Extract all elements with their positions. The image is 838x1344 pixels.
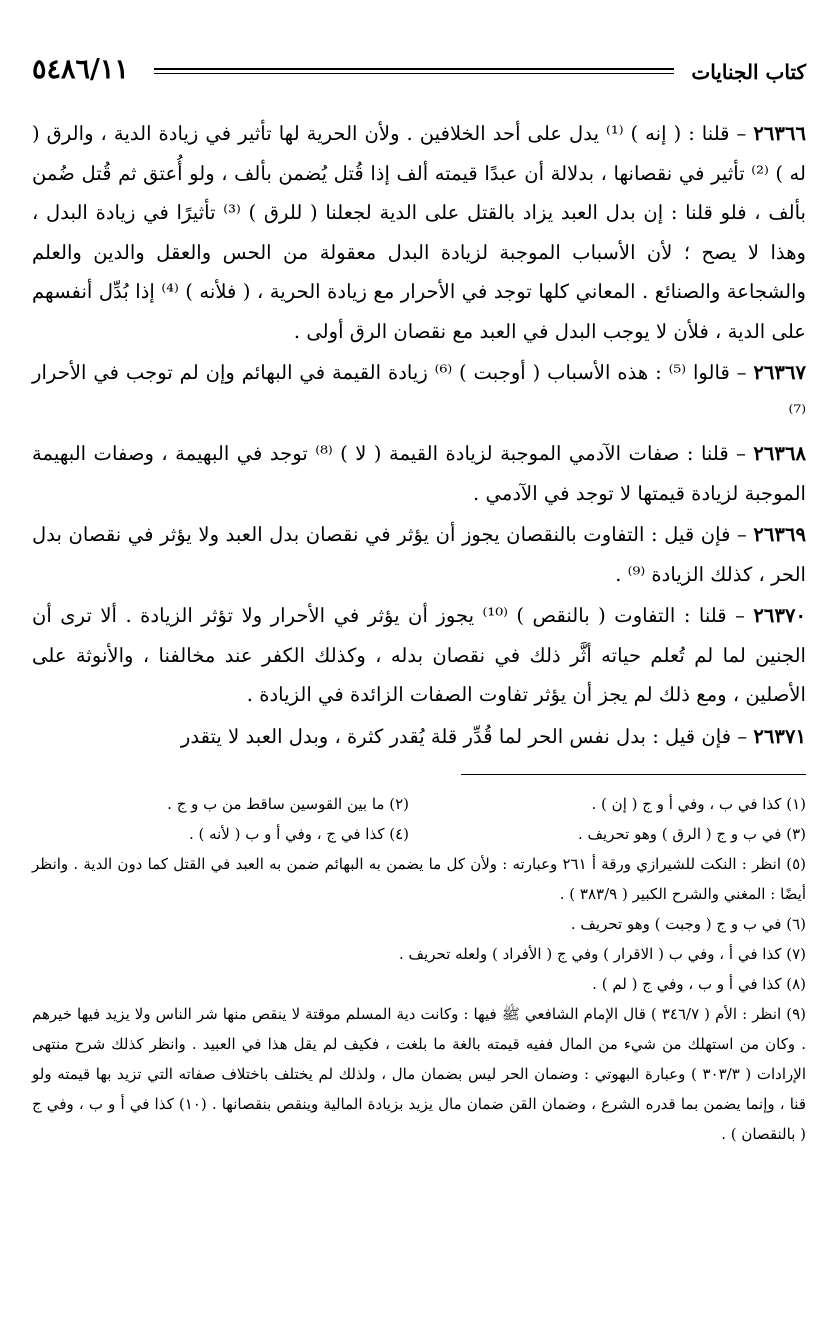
footnote: (٧) كذا في أ ، وفي ب ( الاقرار ) وفي ج ( الأفراد ) ولعله تحريف . bbox=[399, 945, 806, 963]
paragraph-number: ٢٦٣٧٠ bbox=[753, 604, 807, 627]
paragraph bbox=[32, 717, 806, 757]
page-header bbox=[32, 48, 806, 88]
footnotes bbox=[32, 789, 806, 1149]
main-text bbox=[32, 114, 806, 756]
footnote: (٣) في ب و ج ( الرق ) وهو تحريف . bbox=[577, 825, 806, 843]
page-number: ٥٤٨٦/١١ bbox=[32, 54, 129, 85]
book-title: كتاب الجنايات bbox=[691, 60, 806, 84]
paragraph bbox=[32, 114, 806, 351]
paragraph-text: – قالوا ⁽⁵⁾ : هذه الأسباب ( أوجبت ) ⁽⁶⁾ زيادة القيمة في البهائم وإن لم توجب في الأحرار ⁽⁷⁾ bbox=[32, 361, 806, 424]
paragraph-text: – فإن قيل : بدل نفس الحر لما قُدِّر قلة يُقدر كثرة ، وبدل العبد لا يتقدر bbox=[180, 724, 748, 748]
footnote: (٦) في ب و ج ( وجبت ) وهو تحريف . bbox=[570, 915, 806, 933]
paragraph-number: ٢٦٣٦٩ bbox=[753, 523, 806, 546]
paragraph-number: ٢٦٣٦٦ bbox=[753, 122, 806, 145]
paragraph-text: – فإن قيل : التفاوت بالنقصان يجوز أن يؤثر في نقصان بدل العبد ولا يؤثر في نقصان بدل الحر ، كذلك الزيادة ⁽⁹⁾ . bbox=[32, 523, 806, 586]
paragraph bbox=[32, 353, 806, 432]
book-page bbox=[32, 48, 806, 1318]
footnote: (٤) كذا في ج ، وفي أ و ب ( لأنه ) . bbox=[188, 825, 409, 843]
paragraph bbox=[32, 515, 806, 594]
footnote-pairs bbox=[32, 789, 806, 849]
paragraph-text: – قلنا : صفات الآدمي الموجبة لزيادة القيمة ( لا ) ⁽⁸⁾ توجد في البهيمة ، وصفات البهيمة الموجبة لزيادة قيمتها لا توجد في الآدمي . bbox=[32, 442, 806, 505]
paragraph-number: ٢٦٣٦٧ bbox=[753, 361, 806, 384]
paragraph-number: ٢٦٣٦٨ bbox=[753, 442, 806, 465]
paragraph-text: – قلنا : ( إنه ) ⁽¹⁾ يدل على أحد الخلافين . ولأن الحرية لها تأثير في زيادة الدية ، والرق ( له ) ⁽²⁾ تأثير في نقصانها ، بدلالة أن عبدًا قيمته ألف إذا قُتل يُضمن بألف ، ولو أُعتق ثم قُتل ضُمن بألف ، فلو قلنا : إن بدل العبد يزاد بالقتل على الدية لجعلنا ( للرق ) ⁽³⁾ تأثيرًا في زيادة البدل ، وهذا لا يصح ؛ لأن الأسباب الموجبة لزيادة البدل معقولة من الحس والعقل والدين والعلم والشجاعة والصنائع . المعاني كلها توجد في الأحرار مع زيادة الحرية ، ( فلأنه ) ⁽⁴⁾ إذا بُدِّل أنفسهم على الدية ، فلأن لا يوجب البدل في العبد مع نقصان الرق أولى . bbox=[32, 122, 806, 343]
footnote: (١) كذا في ب ، وفي أ و ج ( إن ) . bbox=[591, 795, 806, 813]
paragraph-text: – قلنا : التفاوت ( بالنقص ) ⁽¹⁰⁾ يجوز أن يؤثر في الأحرار ولا تؤثر الزيادة . ألا ترى أن الجنين لما لم تُعلم حياته أثَّر ذلك في نقصان بدله ، وكذلك الكفر عند مخالفنا ، والأنوثة على الأصلين ، ومع ذلك لم يجز أن يؤثر تفاوت الصفات الزائدة في الزيادة . bbox=[32, 604, 806, 706]
footnote: (٩) انظر : الأم ( ٣٤٦/٧ ) قال الإمام الشافعي ﷺ فيها : وكانت دية المسلم موقتة لا ينقص منها شر الناس ولا يزيد فيها خيرهم . وكان من استهلك من شيء من المال ففيه قيمته بالغة ما بلغت ، فكيف لم يقل هذا في العبيد . وانظر كذلك شرح منتهى الإرادات ( ٣٠٣/٣ ) وعبارة البهوتي : وضمان الحر ليس بضمان مال ، ولذلك لم يختلف باختلاف صفاته التي تزيد بها قيمته ولو قنا ، وإنما يضمن بما قدره الشرع ، وضمان القن ضمان مال يزيد بزيادة المالية وينقص بنقصانها . (١٠) كذا في أ و ب ، وفي ج ( بالنقصان ) . bbox=[32, 1005, 807, 1143]
paragraph-number: ٢٦٣٧١ bbox=[753, 724, 806, 748]
paragraph bbox=[32, 434, 806, 513]
footnote: (٥) انظر : النكت للشيرازي ورقة أ ٢٦١ وعبارته : ولأن كل ما يضمن به البهائم ضمن به العبد في القتل كما دون الدية . وانظر أيضًا : المغني والشرح الكبير ( ٣٨٣/٩ ) . bbox=[32, 855, 806, 903]
footnote: (٢) ما بين القوسين ساقط من ب و ج . bbox=[167, 795, 409, 813]
footnote: (٨) كذا في أ و ب ، وفي ج ( لم ) . bbox=[592, 975, 806, 993]
paragraph bbox=[32, 596, 806, 715]
footnote-divider bbox=[461, 774, 806, 775]
header-rule bbox=[154, 68, 674, 74]
